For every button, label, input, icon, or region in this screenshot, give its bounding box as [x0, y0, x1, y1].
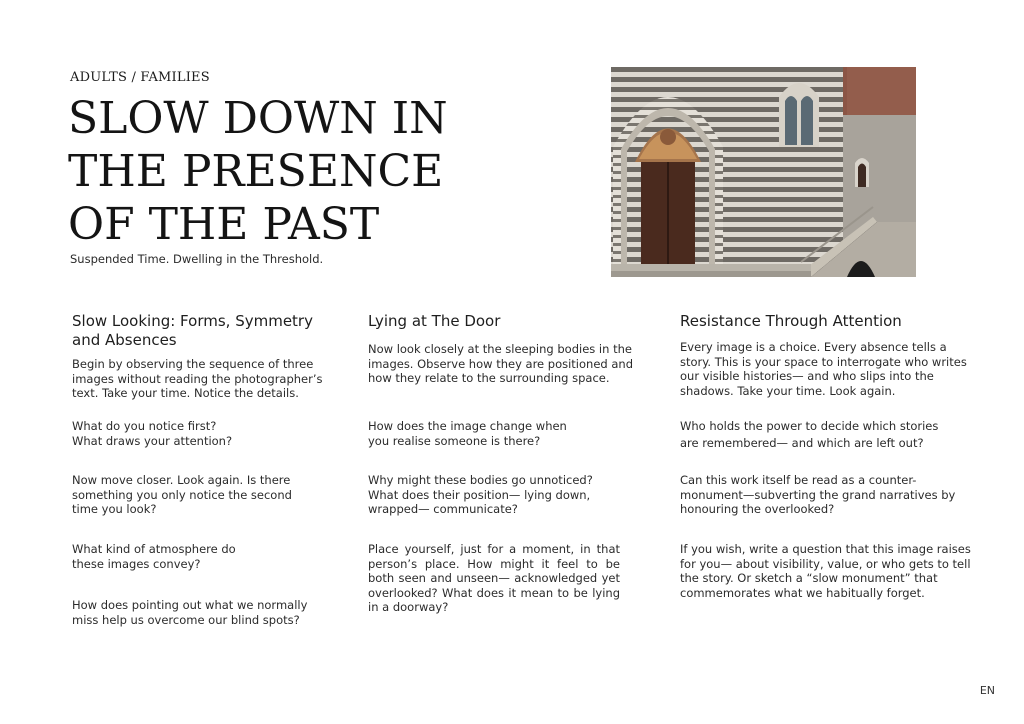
- paragraph: Every image is a choice. Every absence tells a story. This is your space to interrogate who writes our visible histories— and who slips into the shadows. Take your time. Look again.: [680, 340, 967, 398]
- paragraph: What do you notice first? What draws your attention?: [72, 419, 233, 448]
- paragraph: Place yourself, just for a moment, in that person’s place. How might it feel to be both seen and unseen— acknowledged yet overlooked? What does it mean to be lying in a doorway?: [368, 542, 620, 614]
- page-title: [68, 92, 488, 251]
- paragraph: How does pointing out what we normally miss help us overcome our blind spots?: [72, 598, 308, 627]
- title-line: SLOW DOWN IN: [68, 93, 448, 144]
- column-heading: Slow Looking: Forms, Symmetry and Absences: [72, 312, 313, 349]
- paragraph: Begin by observing the sequence of three images without reading the photographer’s text. Take your time. Notice the details.: [72, 357, 323, 400]
- paragraph: Now move closer. Look again. Is there something you only notice the second time you look?: [72, 473, 292, 516]
- column-lying-at-door: [368, 312, 633, 614]
- paragraph: If you wish, write a question that this image raises for you— about visibility, value, or who gets to tell the story. Or sketch a “slow monument” that commemorates what we habitually forget.: [680, 542, 971, 600]
- title-line: THE PRESENCE: [68, 146, 444, 197]
- column-heading: Lying at The Door: [368, 312, 501, 330]
- paragraph: Can this work itself be read as a counter-monument—subverting the grand narratives by honouring the overlooked?: [680, 473, 956, 516]
- title-line: OF THE PAST: [68, 199, 380, 250]
- paragraph: How does the image change when you realise someone is there?: [368, 419, 567, 448]
- paragraph: Who holds the power to decide which stories are remembered— and which are left out?: [680, 419, 939, 450]
- page-subtitle: Suspended Time. Dwelling in the Threshold.: [70, 252, 324, 266]
- language-indicator: EN: [979, 684, 995, 697]
- paragraph: What kind of atmosphere do these images convey?: [72, 542, 236, 571]
- paragraph: Now look closely at the sleeping bodies in the images. Observe how they are positioned and how they relate to the surrounding space.: [368, 342, 633, 385]
- column-slow-looking: [72, 312, 342, 627]
- paragraph: Why might these bodies go unnoticed? What does their position— lying down, wrapped— communicate?: [368, 473, 593, 516]
- column-heading: Resistance Through Attention: [680, 312, 902, 330]
- column-resistance: [680, 312, 980, 600]
- audience-label: ADULTS / FAMILIES: [70, 70, 210, 85]
- church-portal-photo: [611, 67, 916, 277]
